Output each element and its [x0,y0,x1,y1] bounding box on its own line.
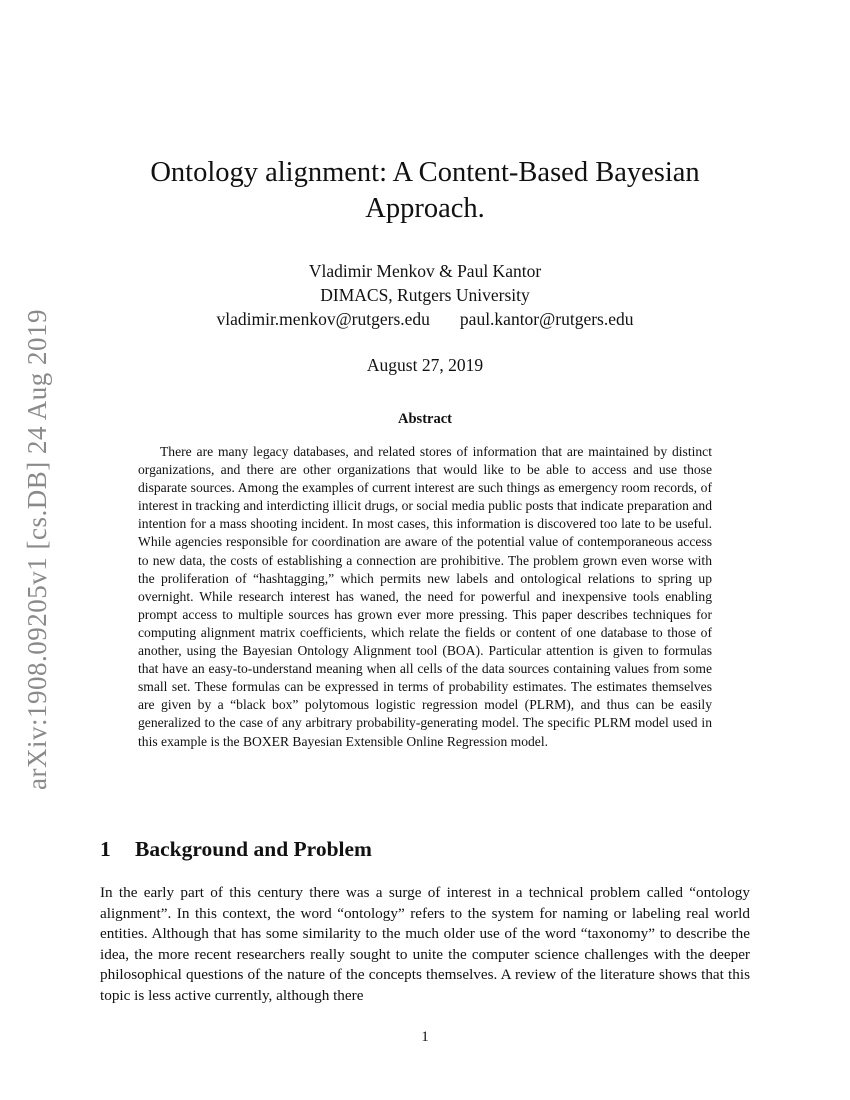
arxiv-identifier-stamp: arXiv:1908.09205v1 [cs.DB] 24 Aug 2019 [22,309,52,790]
author-names: Vladimir Menkov & Paul Kantor [308,261,542,281]
email-menkov: vladimir.menkov@rutgers.edu [216,309,430,329]
email-kantor: paul.kantor@rutgers.edu [459,309,634,329]
section-number: 1 [100,837,111,861]
page-number: 1 [421,1029,429,1045]
section-title: Background and Problem [135,837,372,861]
author-emails [100,307,750,331]
section-body-text: In the early part of this century there was a surge of interest in a technical problem called “ontology alignment”. In this context, the word “ontology” refers to the system for naming or labeling real world entities. Although that has some similarity to the much older use of the word “taxonomy” to describe the idea, the more recent researchers really sought to unite the computer science challenges with the deeper philosophical questions of the nature of the concepts themselves. A review of the literature shows that this topic is less active currently, although there [100,884,750,1004]
paper-date: August 27, 2019 [366,355,484,375]
abstract-heading: Abstract [398,411,452,427]
section-heading [100,834,372,864]
abstract-text: There are many legacy databases, and related stores of information that are maintained by distinct organizations, and there are other organizations that would like to be able to access and use those disparate sources. Among the examples of current interest are such things as emergency room records, of interest in tracking and interdicting illicit drugs, or social media public posts that indicate preparation and intention for a mass shooting incident. In most cases, this information is discovered too late to be useful. While agencies responsible for coordination are aware of the potential value of contemporaneous access to new data, the costs of establishing a connection are prohibitive. The problem grown even worse with the proliferation of “hashtagging,” which permits new labels and ontological relations to spring up overnight. While research interest has waned, the need for powerful and inexpensive tools enabling prompt access to multiple sources has grown ever more pressing. This paper describes techniques for computing alignment matrix coefficients, which relate the fields or content of one database to those of another, using the Bayesian Ontology Alignment tool (BOA). Particular attention is given to formulas that have an easy-to-understand meaning when all cells of the data sources containing values from some small set. These formulas can be expressed in terms of probability estimates. The estimates themselves are given by a “black box” polytomous logistic regression model (PLRM), and thus can be easily generalized to the case of any arbitrary probability-generating model. The specific PLRM model used in this example is the BOXER Bayesian Extensible Online Regression model. [138,444,712,749]
author-affiliation: DIMACS, Rutgers University [320,285,530,305]
paper-title: Ontology alignment: A Content-Based Bayesian Approach. [150,157,700,224]
author-block [100,259,750,331]
